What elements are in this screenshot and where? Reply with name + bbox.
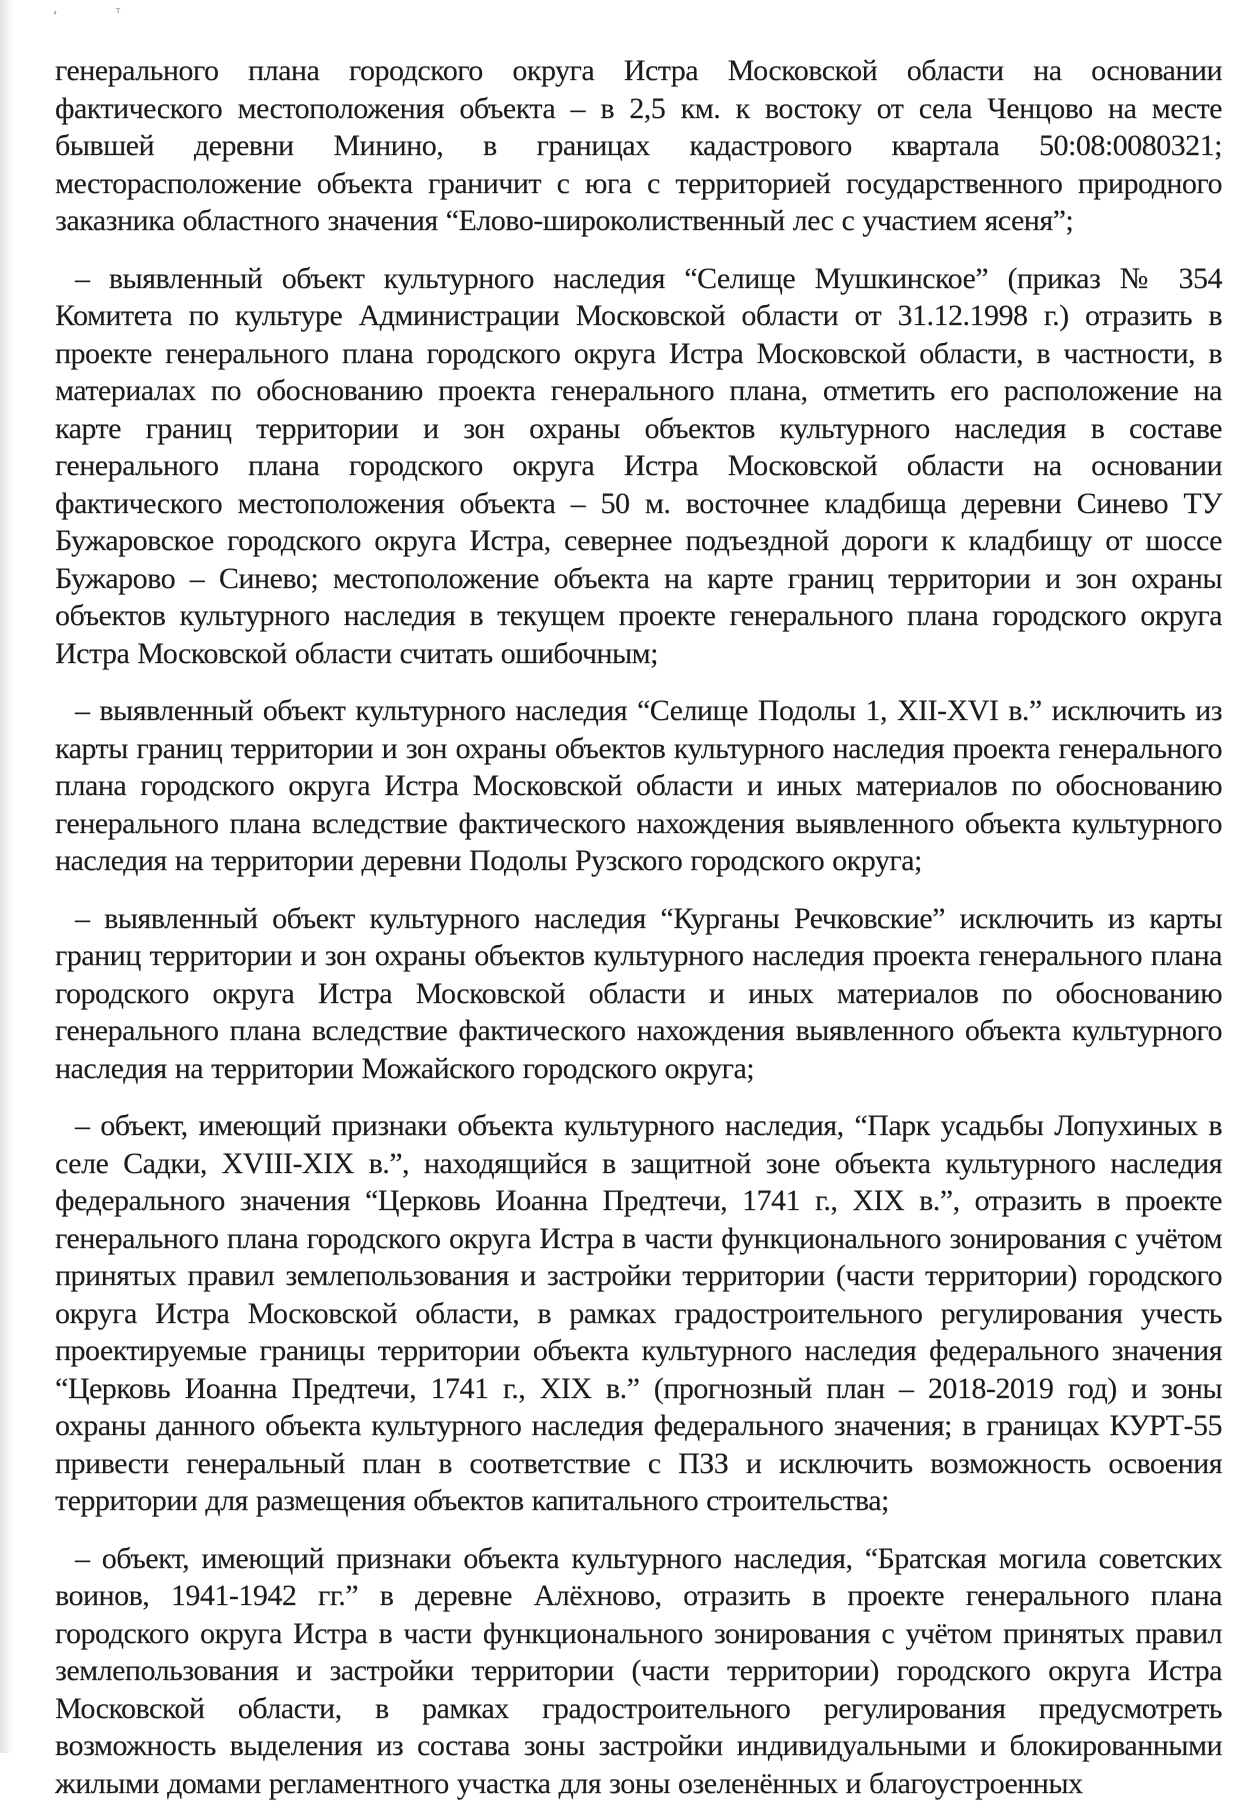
scan-speckle-artifact: ᵀ — [116, 7, 121, 19]
paragraph-kurgany-rechkovskiye: – выявленный объект культурного наследия “Курганы Речковские” исключить из карты границ территории и зон охраны объектов культурного наследия проекта генерального плана городского округа Истра Московской области и иных материалов по обоснованию генерального плана вследствие фактического нахождения выявленного объекта культурного наследия на территории Можайского городского округа; — [55, 900, 1222, 1088]
paragraph-selishche-mushkinskoye: – выявленный объект культурного наследия “Селище Мушкинское” (приказ № 354 Комитета по культуре Администрации Московской области от 31.12.1998 г.) отразить в проекте генерального плана городского округа Истра Московской области, в частности, в материалах по обоснованию проекта генерального плана, отметить его расположение на карте границ территории и зон охраны объектов культурного наследия в составе генерального плана городского округа Истра Московской области на основании фактического местоположения объекта – 50 м. восточнее кладбища деревни Синево ТУ Бужаровское городского округа Истра, севернее подъездной дороги к кладбищу от шоссе Бужарово – Синево; местоположение объекта на карте границ территории и зон охраны объектов культурного наследия в текущем проекте генерального плана городского округа Истра Московской области считать ошибочным; — [55, 260, 1222, 673]
paragraph-bratskaya-mogila: – объект, имеющий признаки объекта культурного наследия, “Братская могила советских воинов, 1941-1942 гг.” в деревне Алёхново, отразить в проекте генерального плана городского округа Истра в части функционального зонирования с учётом принятых правил землепользования и застройки территории (части территории) городского округа Истра Московской области, в рамках градостроительного регулирования предусмотреть возможность выделения из состава зоны застройки индивидуальными и блокированными жилыми домами регламентного участка для зоны озеленённых и благоустроенных — [55, 1540, 1222, 1802]
document-text-block — [55, 52, 1222, 1802]
paragraph-selishche-podoly: – выявленный объект культурного наследия “Селище Подолы 1, XII-XVI в.” исключить из карты границ территории и зон охраны объектов культурного наследия проекта генерального плана городского округа Истра Московской области и иных материалов по обоснованию генерального плана вследствие фактического нахождения выявленного объекта культурного наследия на территории деревни Подолы Рузского городского округа; — [55, 692, 1222, 880]
scan-speckle-artifact: ʻ — [51, 10, 58, 25]
scan-edge-shadow — [0, 0, 14, 1753]
paragraph-park-usadby-lopukhinykh: – объект, имеющий признаки объекта культурного наследия, “Парк усадьбы Лопухиных в селе Садки, XVIII-XIX в.”, находящийся в защитной зоне объекта культурного наследия федерального значения “Церковь Иоанна Предтечи, 1741 г., XIX в.”, отразить в проекте генерального плана городского округа Истра в части функционального зонирования с учётом принятых правил землепользования и застройки территории (части территории) городского округа Истра Московской области, в рамках градостроительного регулирования учесть проектируемые границы территории объекта культурного наследия федерального значения “Церковь Иоанна Предтечи, 1741 г., XIX в.” (прогнозный план – 2018-2019 год) и зоны охраны данного объекта культурного наследия федерального значения; в границах КУРТ-55 привести генеральный план в соответствие с ПЗЗ и исключить возможность освоения территории для размещения объектов капитального строительства; — [55, 1107, 1222, 1520]
paragraph-genplan-continuation: генерального плана городского округа Истра Московской области на основании фактического местоположения объекта – в 2,5 км. к востоку от села Ченцово на месте бывшей деревни Минино, в границах кадастрового квартала 50:08:0080321; месторасположение объекта граничит с юга с территорией государственного природного заказника областного значения “Елово-широколиственный лес с участием ясеня”; — [55, 52, 1222, 240]
